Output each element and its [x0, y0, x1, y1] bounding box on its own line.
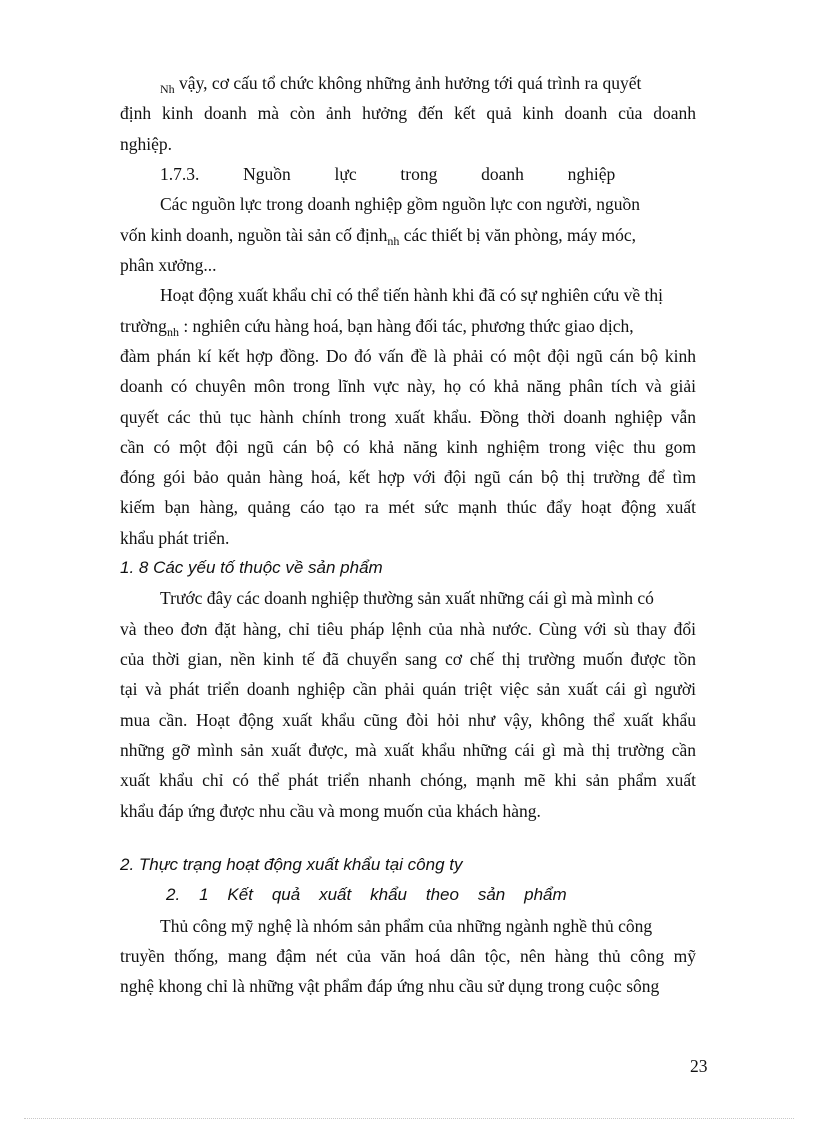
paragraph-line: khẩu phát triển.	[120, 528, 230, 548]
paragraph-line: truyền thống, mang đậm nét của văn hoá dân tộc, nên hàng thủ công mỹ	[120, 946, 696, 966]
abbrev-subscript: Nh	[160, 82, 175, 96]
paragraph-line: quyết các thủ tục hành chính trong xuất khẩu. Đồng thời doanh nghiệp vẫn	[120, 407, 696, 427]
paragraph-line: nghệ khong chỉ là những vật phẩm đáp ứng nhu cầu sử dụng trong cuộc sông	[120, 976, 660, 996]
paragraph-line: Hoạt động xuất khẩu chỉ có thể tiến hành khi đã có sự nghiên cứu về thị	[160, 285, 664, 305]
paragraph-line: phân xưởng...	[120, 255, 217, 275]
paragraph-line: xuất khẩu chỉ có thể phát triển nhanh chóng, mạnh mẽ khi sản phẩm xuất	[120, 770, 696, 790]
paragraph-line: nghiệp.	[120, 134, 173, 154]
paragraph-line: tại và phát triển doanh nghiệp cần phải quán triệt việc sản xuất cái gì người	[120, 679, 696, 699]
abbrev-subscript: nh	[387, 234, 400, 248]
section-heading-1-8: 1. 8 Các yếu tố thuộc về sản phẩm	[120, 558, 383, 577]
paragraph-line: mua cần. Hoạt động xuất khẩu cũng đòi hỏi như vậy, không thể xuất khẩu	[120, 710, 696, 730]
paragraph-line: $_{Nh}$ vậy, cơ cấu tổ chức không những ảnh hưởng tới quá trình ra quyết	[160, 73, 642, 96]
page-bottom-divider	[24, 1118, 794, 1119]
paragraph-line: định kinh doanh mà còn ảnh hưởng đến kết quả kinh doanh của doanh	[120, 103, 696, 123]
page-number: 23	[690, 1056, 708, 1076]
paragraph-line: đóng gói bảo quản hàng hoá, kết hợp với đội ngũ cán bộ thị trường để tìm	[120, 467, 696, 487]
abbrev-subscript: nh	[166, 325, 179, 339]
paragraph-line: khẩu đáp ứng được nhu cầu và mong muốn của khách hàng.	[120, 801, 541, 821]
paragraph-line: vốn kinh doanh, nguồn tài sản cố định$_{nh}$ các thiết bị văn phòng, máy móc,	[120, 225, 636, 248]
paragraph-line: Các nguồn lực trong doanh nghiệp gồm nguồn lực con người, nguồn	[160, 194, 641, 214]
section-heading-2-1: 2. 1 Kết quả xuất khẩu theo sản phẩm	[166, 885, 567, 904]
paragraph-line: của thời gian, nền kinh tế đã chuyển sang cơ chế thị trường muốn được tồn	[120, 649, 696, 669]
section-heading-2: 2. Thực trạng hoạt động xuất khẩu tại công ty	[120, 855, 463, 874]
paragraph-line: trường$_{nh}$ : nghiên cứu hàng hoá, bạn hàng đối tác, phương thức giao dịch,	[120, 316, 634, 339]
paragraph-line: kiếm bạn hàng, quảng cáo tạo ra mét sức mạnh thúc đẩy hoạt động xuất	[120, 497, 696, 517]
paragraph-line: doanh có chuyên môn trong lĩnh vực này, họ có khả năng phân tích và giải	[120, 376, 696, 396]
paragraph-line: những gỡ mình sản xuất được, mà xuất khẩu những cái gì mà thị trường cần	[120, 740, 696, 760]
paragraph-line: cần có một đội ngũ cán bộ có khả năng kinh nghiệm trong việc thu gom	[120, 437, 696, 457]
paragraph-line: Thủ công mỹ nghệ là nhóm sản phẩm của những ngành nghề thủ công	[160, 916, 653, 936]
paragraph-line: và theo đơn đặt hàng, chỉ tiêu pháp lệnh của nhà nước. Cùng với sù thay đổi	[120, 619, 696, 639]
paragraph-line: Trước đây các doanh nghiệp thường sản xuất những cái gì mà mình có	[160, 588, 654, 608]
paragraph-line: đàm phán kí kết hợp đồng. Do đó vấn đề là phải có một đội ngũ cán bộ kinh	[120, 346, 696, 366]
section-heading-1-7-3: 1.7.3. Nguồn lực trong doanh nghiệp	[160, 164, 616, 184]
